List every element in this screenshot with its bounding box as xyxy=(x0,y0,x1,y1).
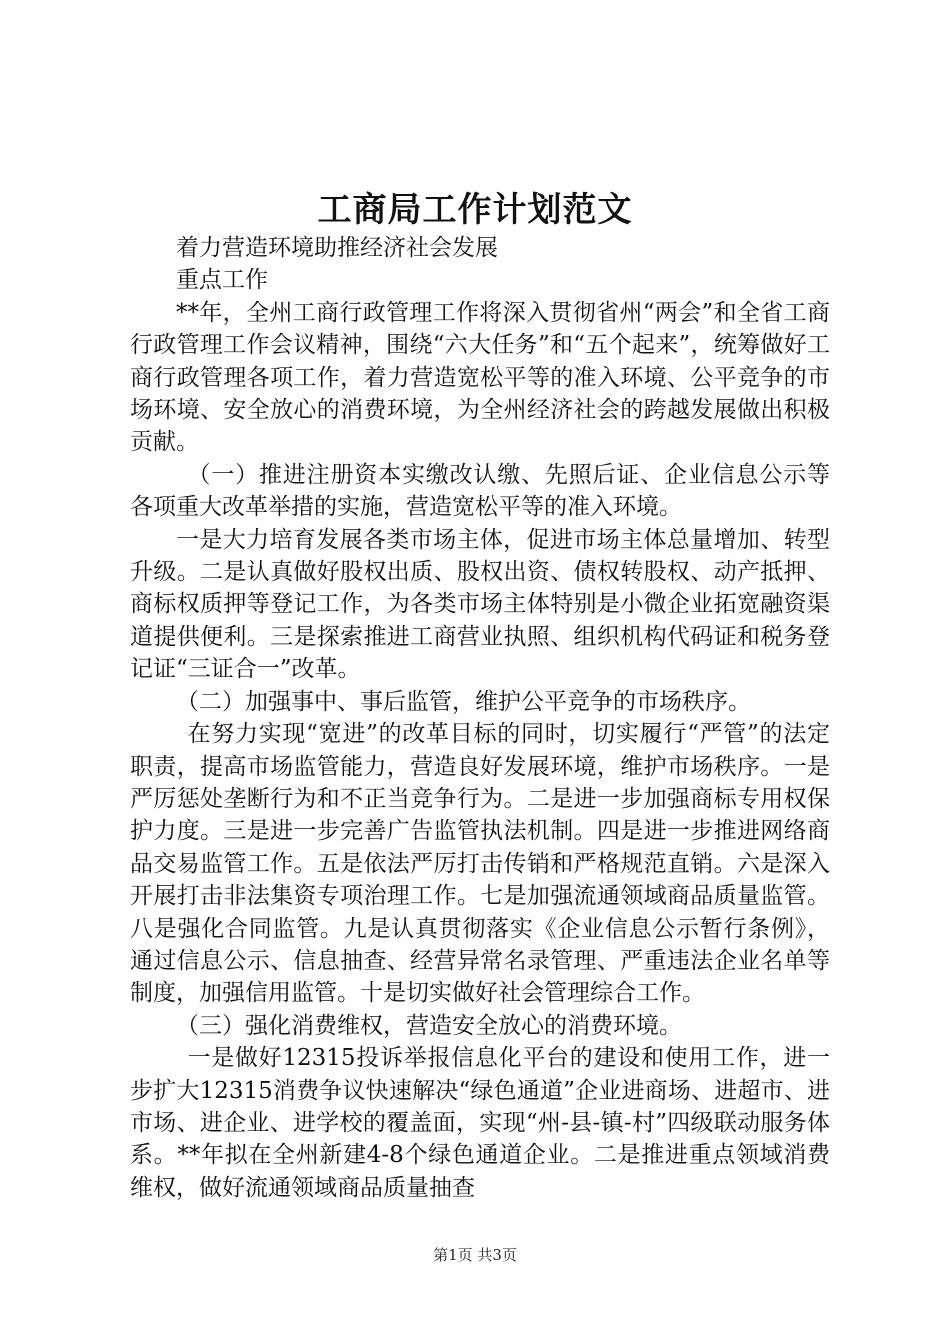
paragraph-3: 一是做好12315投诉举报信息化平台的建设和使用工作，进一步扩大12315消费争议快速解决“绿色通道”企业进商场、进超市、进市场、进企业、进学校的覆盖面，实现“州-县-镇-村”四级联动服务体系。**年拟在全州新建4-8个绿色通道企业。二是推进重点领域消费维权，做好流通领域商品质量抽查 xyxy=(130,1045,830,1201)
paragraph-intro: **年，全州工商行政管理工作将深入贯彻省州“两会”和全省工商行政管理工作会议精神，围绕“六大任务”和“五个起来”，统筹做好工商行政管理各项工作，着力营造宽松平等的准入环境、公平竞争的市场环境、安全放心的消费环境，为全州经济社会的跨越发展做出积极贡献。 xyxy=(130,299,830,456)
section-heading-2: （二）加强事中、事后监管，维护公平竞争的市场秩序。 xyxy=(176,688,751,715)
section-heading-3: （三）强化消费维权，营造安全放心的消费环境。 xyxy=(176,1012,682,1039)
section-heading-1: （一）推进注册资本实缴改认缴、先照后证、企业信息公示等各项重大改革举措的实施，营造宽松平等的准入环境。 xyxy=(130,461,830,521)
page-number: 第1页 共3页 xyxy=(433,1246,517,1264)
subheading-1: 着力营造环境助推经济社会发展 xyxy=(176,235,498,261)
subheading-2: 重点工作 xyxy=(176,267,268,294)
document-body xyxy=(130,232,830,1204)
paragraph-1: 一是大力培育发展各类市场主体，促进市场主体总量增加、转型升级。二是认真做好股权出质、股权出资、债权转股权、动产抵押、商标权质押等登记工作，为各类市场主体特别是小微企业拓宽融资渠道提供便利。三是探索推进工商营业执照、组织机构代码证和税务登记证“三证合一”改革。 xyxy=(130,526,830,683)
document-title: 工商局工作计划范文 xyxy=(317,190,633,230)
paragraph-2: 在努力实现“宽进”的改革目标的同时，切实履行“严管”的法定职责，提高市场监管能力，营造良好发展环境，维护市场秩序。一是严厉惩处垄断行为和不正当竞争行为。二是进一步加强商标专用权保护力度。三是进一步完善广告监管执法机制。四是进一步推进网络商品交易监管工作。五是依法严厉打击传销和严格规范直销。六是深入开展打击非法集资专项治理工作。七是加强流通领域商品质量监管。八是强化合同监管。九是认真贯彻落实《企业信息公示暂行条例》，通过信息公示、信息抽查、经营异常名录管理、严重违法企业名单等制度，加强信用监管。十是切实做好社会管理综合工作。 xyxy=(130,721,830,1007)
